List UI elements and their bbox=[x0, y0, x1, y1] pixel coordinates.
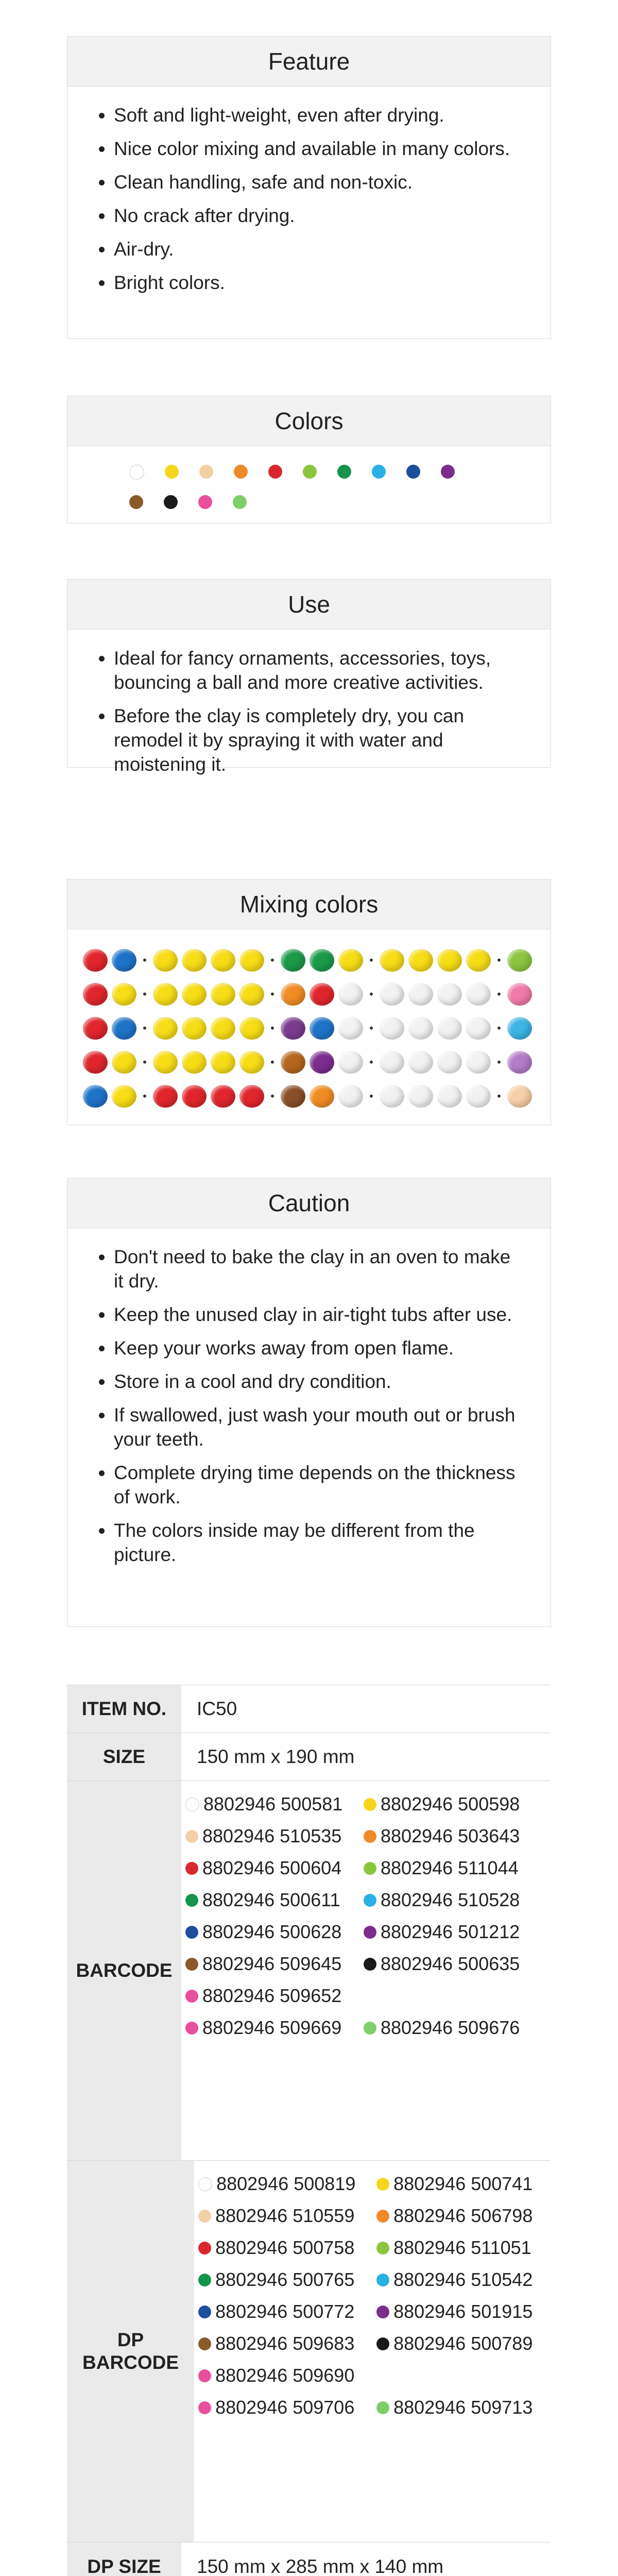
barcode-number: 8802946 510535 bbox=[202, 1825, 342, 1846]
barcode-item bbox=[185, 1953, 364, 1975]
barcode-item bbox=[185, 1793, 364, 1815]
dp-barcode-label: DP BARCODE bbox=[67, 2161, 194, 2542]
barcode-item bbox=[376, 2237, 555, 2259]
feature-title: Feature bbox=[67, 37, 551, 87]
color-swatch bbox=[164, 495, 178, 509]
barcode-number: 8802946 509652 bbox=[202, 1985, 342, 2006]
barcode-color-dot bbox=[364, 1798, 376, 1811]
use-title: Use bbox=[67, 580, 551, 630]
barcode-number: 8802946 503643 bbox=[381, 1825, 520, 1846]
clay-ball bbox=[408, 983, 433, 1006]
item-no-value: IC50 bbox=[197, 1698, 237, 1719]
barcode-number: 8802946 501212 bbox=[381, 1921, 520, 1942]
barcode-line bbox=[185, 1948, 550, 1980]
color-swatch bbox=[199, 465, 213, 479]
barcode-item bbox=[376, 2333, 555, 2354]
mixing-row bbox=[83, 1051, 310, 1074]
barcode-item bbox=[185, 1889, 364, 1911]
clay-ball bbox=[112, 1085, 136, 1108]
clay-ball bbox=[338, 1017, 363, 1040]
clay-ball bbox=[437, 949, 462, 972]
clay-ball bbox=[239, 1085, 264, 1108]
clay-ball bbox=[112, 983, 136, 1006]
caution-list bbox=[67, 1228, 551, 1591]
mixing-grid bbox=[67, 929, 551, 1108]
barcode-line bbox=[185, 2012, 550, 2044]
barcode-color-dot bbox=[185, 1798, 199, 1811]
table-row bbox=[67, 1685, 550, 1733]
plus-sign: • bbox=[369, 1090, 373, 1103]
barcode-number: 8802946 500604 bbox=[202, 1857, 342, 1878]
mixing-row bbox=[310, 1051, 536, 1074]
clay-ball bbox=[153, 949, 178, 972]
table-row bbox=[67, 1733, 550, 1781]
clay-ball bbox=[182, 1017, 207, 1040]
barcode-number: 8802946 500789 bbox=[393, 2333, 533, 2354]
clay-ball bbox=[153, 983, 178, 1006]
plus-sign: • bbox=[270, 1090, 274, 1103]
clay-ball bbox=[281, 983, 305, 1006]
barcode-item bbox=[198, 2365, 376, 2386]
barcode-item bbox=[198, 2205, 376, 2227]
mixing-left bbox=[83, 949, 310, 1108]
mixing-row bbox=[83, 983, 310, 1006]
barcode-number: 8802946 500635 bbox=[381, 1953, 520, 1974]
clay-ball bbox=[211, 949, 235, 972]
barcode-line bbox=[198, 2200, 555, 2232]
barcode-item bbox=[185, 1857, 364, 1879]
clay-ball bbox=[507, 983, 532, 1006]
barcode-line bbox=[185, 1884, 550, 1916]
barcode-item bbox=[185, 1921, 364, 1943]
barcode-item bbox=[198, 2173, 376, 2195]
clay-ball bbox=[182, 1051, 207, 1074]
clay-ball bbox=[153, 1085, 178, 1108]
clay-ball bbox=[310, 949, 334, 972]
clay-ball bbox=[408, 949, 433, 972]
barcode-line bbox=[185, 1852, 550, 1884]
barcode-color-dot bbox=[364, 2022, 376, 2035]
clay-ball bbox=[182, 983, 207, 1006]
size-value: 150 mm x 190 mm bbox=[197, 1746, 355, 1767]
barcode-line bbox=[198, 2168, 555, 2200]
barcode-number: 8802946 509713 bbox=[393, 2397, 533, 2418]
list-item: • Ideal for fancy ornaments, accessories, toys, bouncing a ball and more creative activities. bbox=[114, 646, 520, 694]
barcode-line bbox=[198, 2296, 555, 2328]
barcode-color-dot bbox=[185, 1926, 198, 1939]
barcode-item bbox=[364, 2017, 542, 2039]
color-swatch bbox=[406, 465, 420, 479]
color-row bbox=[129, 495, 551, 509]
barcode-color-dot bbox=[198, 2242, 211, 2255]
plus-sign: • bbox=[143, 988, 147, 1001]
clay-ball bbox=[380, 949, 404, 972]
clay-ball bbox=[507, 1051, 532, 1074]
clay-ball bbox=[112, 1017, 136, 1040]
table-row bbox=[67, 2543, 550, 2576]
barcode-number: 8802946 510542 bbox=[393, 2269, 533, 2290]
barcode-number: 8802946 510528 bbox=[381, 1889, 520, 1910]
clay-ball bbox=[338, 1051, 363, 1074]
barcode-line bbox=[198, 2264, 555, 2296]
clay-ball bbox=[310, 1051, 334, 1074]
barcode-item bbox=[376, 2173, 555, 2195]
clay-ball bbox=[239, 983, 264, 1006]
list-item: • Bright colors. bbox=[114, 270, 520, 295]
plus-sign: • bbox=[497, 954, 501, 967]
list-item: • Nice color mixing and available in many colors. bbox=[114, 137, 520, 161]
mixing-title: Mixing colors bbox=[67, 879, 551, 929]
clay-ball bbox=[281, 1085, 305, 1108]
mixing-row bbox=[83, 949, 310, 972]
barcode-line bbox=[185, 1820, 550, 1852]
color-swatch bbox=[165, 465, 179, 479]
barcode-number: 8802946 511044 bbox=[381, 1857, 519, 1878]
barcode-item bbox=[364, 1953, 542, 1975]
plus-sign: • bbox=[143, 1056, 147, 1069]
barcode-color-dot bbox=[198, 2274, 211, 2286]
list-item: • No crack after drying. bbox=[114, 204, 520, 228]
clay-ball bbox=[466, 1051, 491, 1074]
plus-sign: • bbox=[270, 988, 274, 1001]
clay-ball bbox=[408, 1017, 433, 1040]
barcode-color-dot bbox=[185, 2022, 198, 2035]
clay-ball bbox=[338, 949, 363, 972]
list-item: • Store in a cool and dry condition. bbox=[114, 1369, 520, 1394]
color-swatch bbox=[337, 465, 351, 479]
use-list bbox=[67, 630, 551, 801]
barcode-item bbox=[198, 2301, 376, 2323]
barcode-list bbox=[181, 1781, 550, 2160]
barcode-item bbox=[198, 2397, 376, 2418]
barcode-item bbox=[376, 2205, 555, 2227]
barcode-line bbox=[198, 2360, 555, 2392]
clay-ball bbox=[437, 1085, 462, 1108]
barcode-color-dot bbox=[376, 2210, 389, 2223]
barcode-line bbox=[198, 2232, 555, 2264]
colors-title: Colors bbox=[67, 396, 551, 446]
clay-ball bbox=[437, 1017, 462, 1040]
clay-ball bbox=[239, 1051, 264, 1074]
barcode-item bbox=[364, 1793, 542, 1815]
dp-barcode-list bbox=[194, 2161, 555, 2542]
clay-ball bbox=[380, 983, 404, 1006]
item-no-label: ITEM NO. bbox=[67, 1685, 181, 1733]
clay-ball bbox=[466, 1085, 491, 1108]
barcode-item bbox=[185, 2017, 364, 2039]
color-swatch bbox=[303, 465, 317, 479]
dp-size-value: 150 mm x 285 mm x 140 mm bbox=[197, 2556, 444, 2576]
barcode-number: 8802946 511051 bbox=[393, 2237, 531, 2258]
list-item: • If swallowed, just wash your mouth out or brush your teeth. bbox=[114, 1403, 520, 1451]
clay-ball bbox=[112, 949, 136, 972]
clay-ball bbox=[310, 983, 334, 1006]
color-swatch bbox=[234, 465, 248, 479]
clay-ball bbox=[281, 1017, 305, 1040]
clay-ball bbox=[466, 949, 491, 972]
clay-ball bbox=[466, 983, 491, 1006]
plus-sign: • bbox=[143, 1090, 147, 1103]
size-label: SIZE bbox=[67, 1733, 181, 1781]
clay-ball bbox=[83, 949, 108, 972]
mixing-row bbox=[83, 1085, 310, 1108]
color-swatch bbox=[129, 465, 144, 480]
clay-ball bbox=[338, 1085, 363, 1108]
mixing-row bbox=[310, 1085, 536, 1108]
color-swatches bbox=[67, 446, 551, 509]
barcode-label: BARCODE bbox=[67, 1781, 181, 2160]
clay-ball bbox=[211, 1017, 235, 1040]
clay-ball bbox=[507, 949, 532, 972]
clay-ball bbox=[182, 1085, 207, 1108]
mixing-row bbox=[83, 1017, 310, 1040]
clay-ball bbox=[211, 983, 235, 1006]
plus-sign: • bbox=[369, 1022, 373, 1035]
barcode-number: 8802946 509669 bbox=[202, 2017, 342, 2038]
list-item: • Keep the unused clay in air-tight tubs after use. bbox=[114, 1302, 520, 1327]
barcode-color-dot bbox=[198, 2210, 211, 2223]
barcode-number: 8802946 500765 bbox=[215, 2269, 355, 2290]
clay-ball bbox=[83, 983, 108, 1006]
clay-ball bbox=[153, 1051, 178, 1074]
barcode-item bbox=[198, 2237, 376, 2259]
clay-ball bbox=[380, 1051, 404, 1074]
clay-ball bbox=[281, 949, 305, 972]
barcode-line bbox=[198, 2392, 555, 2424]
color-swatch bbox=[129, 495, 143, 509]
barcode-color-dot bbox=[198, 2401, 211, 2414]
list-item: • Before the clay is completely dry, you can remodel it by spraying it with water and moistening it. bbox=[114, 704, 520, 776]
barcode-number: 8802946 509676 bbox=[381, 2017, 520, 2038]
barcode-item bbox=[364, 1889, 542, 1911]
list-item: • Keep your works away from open flame. bbox=[114, 1336, 520, 1360]
plus-sign: • bbox=[497, 988, 501, 1001]
clay-ball bbox=[310, 1085, 334, 1108]
barcode-number: 8802946 500741 bbox=[393, 2173, 533, 2194]
plus-sign: • bbox=[497, 1090, 501, 1103]
mixing-row bbox=[310, 1017, 536, 1040]
barcode-item bbox=[376, 2301, 555, 2323]
barcode-number: 8802946 506798 bbox=[393, 2205, 533, 2226]
barcode-item bbox=[198, 2269, 376, 2291]
clay-ball bbox=[408, 1085, 433, 1108]
caution-section bbox=[67, 1178, 551, 1627]
barcode-color-dot bbox=[364, 1926, 376, 1939]
clay-ball bbox=[380, 1017, 404, 1040]
barcode-number: 8802946 500611 bbox=[202, 1889, 340, 1910]
clay-ball bbox=[281, 1051, 305, 1074]
barcode-number: 8802946 509690 bbox=[215, 2365, 355, 2386]
clay-ball bbox=[466, 1017, 491, 1040]
clay-ball bbox=[338, 983, 363, 1006]
clay-ball bbox=[153, 1017, 178, 1040]
clay-ball bbox=[211, 1051, 235, 1074]
barcode-color-dot bbox=[198, 2177, 212, 2191]
list-item: • Complete drying time depends on the thickness of work. bbox=[114, 1461, 520, 1509]
plus-sign: • bbox=[497, 1056, 501, 1069]
clay-ball bbox=[182, 949, 207, 972]
color-swatch bbox=[198, 495, 212, 509]
clay-ball bbox=[83, 1085, 108, 1108]
barcode-item bbox=[364, 1921, 542, 1943]
clay-ball bbox=[112, 1051, 136, 1074]
barcode-line bbox=[185, 1916, 550, 1948]
color-swatch bbox=[441, 465, 455, 479]
barcode-number: 8802946 500772 bbox=[215, 2301, 355, 2322]
plus-sign: • bbox=[369, 1056, 373, 1069]
barcode-number: 8802946 500758 bbox=[215, 2237, 355, 2258]
use-section bbox=[67, 579, 551, 775]
list-item: • Don't need to bake the clay in an oven to make it dry. bbox=[114, 1245, 520, 1293]
barcode-color-dot bbox=[364, 1958, 376, 1971]
clay-ball bbox=[507, 1017, 532, 1040]
barcode-color-dot bbox=[376, 2242, 389, 2255]
barcode-number: 8802946 500581 bbox=[203, 1793, 343, 1815]
barcode-color-dot bbox=[364, 1894, 376, 1907]
barcode-color-dot bbox=[376, 2337, 389, 2350]
barcode-color-dot bbox=[198, 2369, 211, 2382]
clay-ball bbox=[437, 1051, 462, 1074]
clay-ball bbox=[211, 1085, 235, 1108]
barcode-number: 8802946 510559 bbox=[215, 2205, 355, 2226]
clay-ball bbox=[83, 1051, 108, 1074]
barcode-color-dot bbox=[198, 2337, 211, 2350]
barcode-color-dot bbox=[185, 1958, 198, 1971]
barcode-color-dot bbox=[185, 1830, 198, 1843]
table-row bbox=[67, 2161, 550, 2543]
barcode-color-dot bbox=[185, 1894, 198, 1907]
clay-ball bbox=[310, 1017, 334, 1040]
mixing-right bbox=[310, 949, 536, 1108]
barcode-line bbox=[198, 2328, 555, 2360]
barcode-number: 8802946 509645 bbox=[202, 1953, 342, 1974]
list-item: • The colors inside may be different from the picture. bbox=[114, 1518, 520, 1567]
barcode-number: 8802946 509706 bbox=[215, 2397, 355, 2418]
feature-list bbox=[67, 87, 551, 319]
caution-title: Caution bbox=[67, 1178, 551, 1228]
barcode-color-dot bbox=[198, 2306, 211, 2318]
barcode-color-dot bbox=[376, 2274, 389, 2286]
clay-ball bbox=[507, 1085, 532, 1108]
barcode-line bbox=[185, 1980, 550, 2012]
barcode-line bbox=[185, 1788, 550, 1820]
barcode-number: 8802946 500819 bbox=[216, 2173, 356, 2194]
clay-ball bbox=[239, 1017, 264, 1040]
barcode-number: 8802946 500628 bbox=[202, 1921, 342, 1942]
clay-ball bbox=[380, 1085, 404, 1108]
plus-sign: • bbox=[369, 988, 373, 1001]
barcode-item bbox=[376, 2397, 555, 2418]
barcode-number: 8802946 501915 bbox=[393, 2301, 533, 2322]
barcode-color-dot bbox=[364, 1862, 376, 1875]
mixing-row bbox=[310, 949, 536, 972]
color-swatch bbox=[268, 465, 282, 479]
plus-sign: • bbox=[270, 1022, 274, 1035]
clay-ball bbox=[239, 949, 264, 972]
colors-section bbox=[67, 396, 551, 523]
barcode-item bbox=[198, 2333, 376, 2354]
list-item: • Soft and light-weight, even after drying. bbox=[114, 103, 520, 127]
barcode-color-dot bbox=[364, 1830, 376, 1843]
plus-sign: • bbox=[270, 1056, 274, 1069]
barcode-color-dot bbox=[376, 2178, 389, 2191]
barcode-number: 8802946 500598 bbox=[381, 1793, 520, 1815]
plus-sign: • bbox=[369, 954, 373, 967]
barcode-item bbox=[364, 1857, 542, 1879]
color-swatch bbox=[233, 495, 247, 509]
feature-section bbox=[67, 36, 551, 339]
color-row bbox=[129, 465, 551, 480]
list-item: • Clean handling, safe and non-toxic. bbox=[114, 170, 520, 194]
barcode-item bbox=[185, 1985, 364, 2007]
clay-ball bbox=[437, 983, 462, 1006]
table-row bbox=[67, 1781, 550, 2161]
spec-table bbox=[67, 1685, 550, 2576]
plus-sign: • bbox=[143, 954, 147, 967]
plus-sign: • bbox=[497, 1022, 501, 1035]
color-swatch bbox=[372, 465, 386, 479]
dp-size-label: DP SIZE bbox=[67, 2543, 181, 2576]
barcode-item bbox=[376, 2269, 555, 2291]
barcode-color-dot bbox=[185, 1990, 198, 2003]
list-item: • Air-dry. bbox=[114, 237, 520, 261]
clay-ball bbox=[83, 1017, 108, 1040]
barcode-item bbox=[364, 1825, 542, 1847]
mixing-row bbox=[310, 983, 536, 1006]
barcode-number: 8802946 509683 bbox=[215, 2333, 355, 2354]
plus-sign: • bbox=[143, 1022, 147, 1035]
plus-sign: • bbox=[270, 954, 274, 967]
barcode-color-dot bbox=[376, 2306, 389, 2318]
barcode-color-dot bbox=[376, 2401, 389, 2414]
barcode-item bbox=[185, 1825, 364, 1847]
mixing-section bbox=[67, 879, 551, 1125]
clay-ball bbox=[408, 1051, 433, 1074]
barcode-color-dot bbox=[185, 1862, 198, 1875]
